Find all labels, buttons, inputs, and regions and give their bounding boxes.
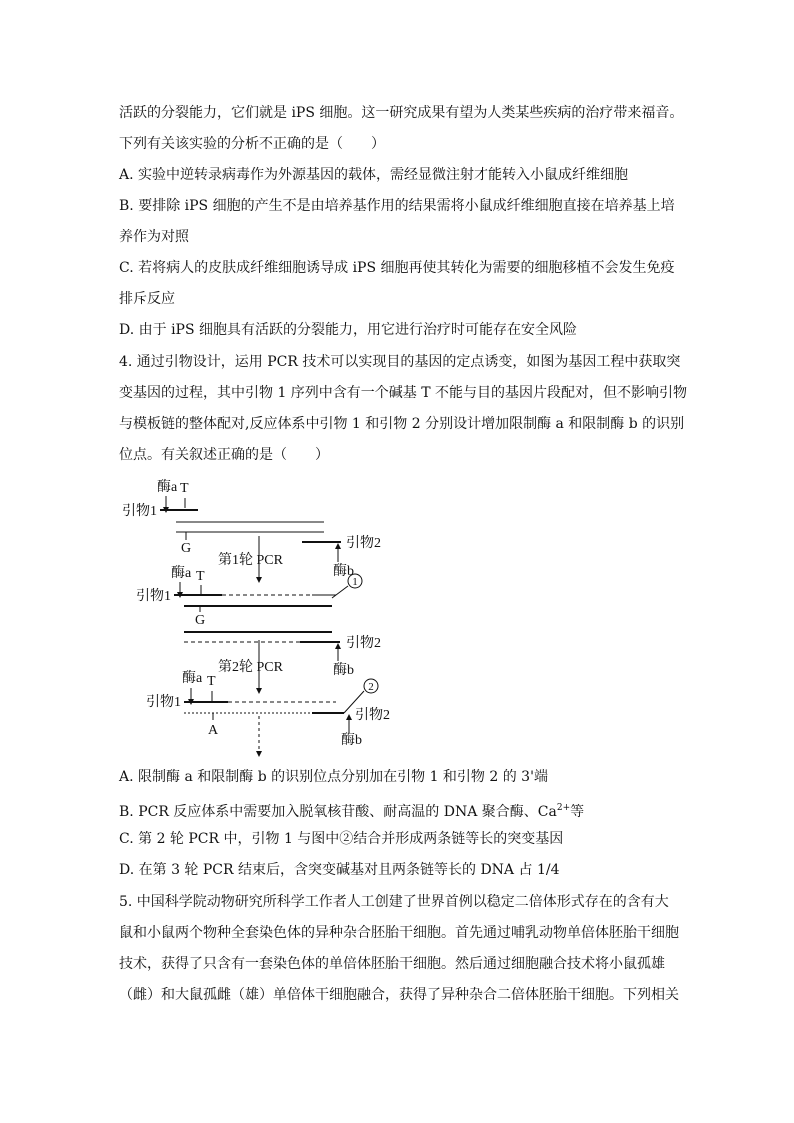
round2-label: 第2轮 PCR [218,660,283,675]
base-t-label-1: T [180,481,189,496]
q4-stem-line3: 与模板链的整体配对,反应体系中引物 1 和引物 2 分别设计增加限制酶 a 和限制酶 b 的识别 [119,416,685,432]
pcr-diagram [0,470,794,770]
q3-option-a: A. 实验中逆转录病毒作为外源基因的载体，需经显微注射才能转入小鼠成纤维细胞 [119,167,629,183]
primer1-label-2: 引物1 [136,589,171,604]
q5-stem-line2: 鼠和小鼠两个物种全套染色体的异种杂合胚胎干细胞。首先通过哺乳动物单倍体胚胎干细胞 [119,925,679,941]
mark2-number: 2 [368,681,374,693]
q4-option-c: C. 第 2 轮 PCR 中，引物 1 与图中②结合并形成两条链等长的突变基因 [119,831,564,847]
q5-stem-line4: （雌）和大鼠孤雌（雄）单倍体干细胞融合，获得了异种杂合二倍体胚胎干细胞。下列相关 [119,987,679,1003]
q4-option-b [119,798,584,822]
base-g-label-1: G [181,541,192,556]
primer1-label-1: 引物1 [122,504,157,519]
enzyme-a-label-1: 酶a [157,480,178,495]
base-g-label-2: G [195,613,206,628]
base-t-label-2: T [196,569,205,584]
q5-stem-line1: 5. 中国科学院动物研究所科学工作者人工创建了世界首例以稳定二倍体形式存在的含有大 [119,894,669,910]
q4-option-b-text: B. PCR 反应体系中需要加入脱氧核苷酸、耐高温的 DNA 聚合酶、Ca [119,804,557,820]
base-a-label-3: A [208,723,219,738]
q4-option-b-superscript: 2+ [556,803,571,813]
round1-label: 第1轮 PCR [218,553,283,568]
primer2-label-1: 引物2 [346,536,381,551]
q4-stem-line4: 位点。有关叙述正确的是（ ） [119,447,329,463]
q3-stem-line1: 活跃的分裂能力，它们就是 iPS 细胞。这一研究成果有望为人类某些疾病的治疗带来福音。 [119,105,684,121]
q4-option-d: D. 在第 3 轮 PCR 结束后，含突变碱基对且两条链等长的 DNA 占 1/4 [119,862,560,878]
q3-option-b-line1: B. 要排除 iPS 细胞的产生不是由培养基作用的结果需将小鼠成纤维细胞直接在培养基上培 [119,198,675,214]
q4-stem-line2: 变基因的过程，其中引物 1 序列中含有一个碱基 T 不能与目的基因片段配对，但不影响引物 [119,385,688,401]
enzyme-b-label-3: 酶b [341,733,362,748]
q4-option-a: A. 限制酶 a 和限制酶 b 的识别位点分别加在引物 1 和引物 2 的 3'端 [119,769,548,785]
mark1-pointer [332,586,348,598]
base-t-label-3: T [207,674,216,689]
enzyme-a-label-3: 酶a [182,671,203,686]
q3-stem-line2: 下列有关该实验的分析不正确的是（ ） [119,136,385,152]
q3-option-b-line2: 养作为对照 [119,229,189,245]
enzyme-a-label-2: 酶a [171,566,192,581]
enzyme-b-label-1: 酶b [333,564,354,579]
primer2-label-3: 引物2 [355,708,390,723]
q4-stem-line1: 4. 通过引物设计，运用 PCR 技术可以实现目的基因的定点诱变，如图为基因工程中获取突 [119,354,681,370]
enzyme-b-label-2: 酶b [333,663,354,678]
q3-option-d: D. 由于 iPS 细胞具有活跃的分裂能力，用它进行治疗时可能存在安全风险 [119,322,578,338]
primer2-label-2: 引物2 [346,636,381,651]
q3-option-c-line2: 排斥反应 [119,291,175,307]
mark1-number: 1 [352,576,358,588]
q5-stem-line3: 技术，获得了只含有一套染色体的单倍体胚胎干细胞。然后通过细胞融合技术将小鼠孤雄 [119,956,665,972]
q3-option-c-line1: C. 若将病人的皮肤成纤维细胞诱导成 iPS 细胞再使其转化为需要的细胞移植不会发生免疫 [119,260,675,276]
q4-option-b-tail: 等 [570,804,585,820]
primer1-label-3: 引物1 [146,695,181,710]
